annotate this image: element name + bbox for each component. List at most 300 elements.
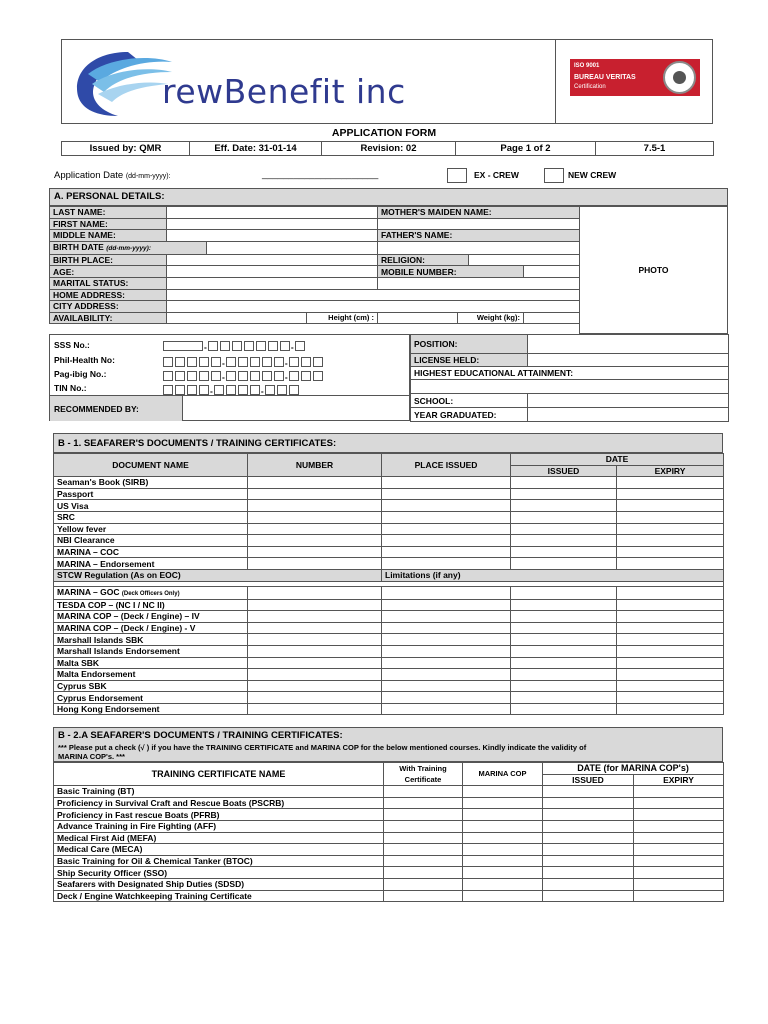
document-row	[54, 488, 724, 500]
row-field[interactable]	[382, 558, 511, 570]
religion-field[interactable]	[469, 254, 580, 266]
row-field[interactable]	[382, 477, 511, 489]
document-row	[54, 692, 724, 704]
row-label: Yellow fever	[54, 523, 248, 535]
row-field[interactable]	[634, 797, 724, 809]
row-field[interactable]	[634, 890, 724, 902]
row-field[interactable]	[617, 611, 724, 623]
position-education-table	[410, 334, 729, 422]
document-row	[54, 703, 724, 715]
school-label: SCHOOL:	[411, 394, 528, 408]
training-row	[54, 797, 724, 809]
header-box	[61, 39, 713, 124]
height-field[interactable]	[378, 312, 458, 324]
sss-box[interactable]	[232, 341, 242, 351]
pagibig-box[interactable]	[301, 371, 311, 381]
row-field[interactable]	[511, 558, 617, 570]
philhealth-label: Phil-Health No:	[54, 355, 115, 365]
row-field[interactable]	[617, 645, 724, 657]
row-field[interactable]	[248, 546, 382, 558]
row-field[interactable]	[248, 645, 382, 657]
pagibig-boxes[interactable]: - -	[162, 367, 324, 385]
availability-field[interactable]	[167, 312, 307, 324]
philhealth-box[interactable]	[238, 357, 248, 367]
row-field[interactable]	[248, 703, 382, 715]
row-label: MARINA – COC	[54, 546, 248, 558]
row-field[interactable]	[384, 878, 463, 890]
row-field[interactable]	[248, 657, 382, 669]
row-field[interactable]	[463, 809, 543, 821]
year-grad-label: YEAR GRADUATED:	[411, 408, 528, 422]
row-field[interactable]	[511, 477, 617, 489]
documents-table	[53, 453, 724, 715]
tin-box[interactable]	[250, 385, 260, 395]
philhealth-box[interactable]	[262, 357, 272, 367]
fathers-name-field[interactable]	[378, 241, 580, 254]
pagibig-box[interactable]	[163, 371, 173, 381]
philhealth-box[interactable]	[301, 357, 311, 367]
row-field[interactable]	[463, 820, 543, 832]
middle-name-label: MIDDLE NAME:	[50, 230, 167, 242]
training-row	[54, 844, 724, 856]
row-field[interactable]	[248, 500, 382, 512]
row-field[interactable]	[543, 809, 634, 821]
seal-icon	[663, 61, 696, 94]
sss-box[interactable]	[280, 341, 290, 351]
row-field[interactable]	[382, 634, 511, 646]
marital-status-field[interactable]	[167, 277, 378, 289]
year-grad-field[interactable]	[528, 408, 729, 422]
sss-box[interactable]	[163, 341, 203, 351]
row-field[interactable]	[463, 878, 543, 890]
row-field[interactable]	[543, 786, 634, 798]
row-field[interactable]	[382, 488, 511, 500]
education-label: HIGHEST EDUCATIONAL ATTAINMENT:	[411, 367, 729, 380]
birth-place-field[interactable]	[167, 254, 378, 266]
row-field[interactable]	[617, 511, 724, 523]
eff-date: Eff. Date: 31-01-14	[190, 142, 322, 156]
row-field[interactable]	[543, 867, 634, 879]
row-field[interactable]	[382, 511, 511, 523]
photo-box[interactable]	[579, 206, 728, 334]
tin-box[interactable]	[187, 385, 197, 395]
pagibig-box[interactable]	[274, 371, 284, 381]
pagibig-box[interactable]	[187, 371, 197, 381]
row-field[interactable]	[248, 599, 382, 611]
ex-crew-label: EX - CREW	[474, 170, 519, 180]
document-row	[54, 634, 724, 646]
philhealth-box[interactable]	[175, 357, 185, 367]
row-field[interactable]	[634, 786, 724, 798]
tin-box[interactable]	[214, 385, 224, 395]
recommended-label-cell	[50, 395, 183, 421]
new-crew-label: NEW CREW	[568, 170, 617, 180]
row-field[interactable]	[382, 692, 511, 704]
row-field[interactable]	[543, 797, 634, 809]
row-field[interactable]	[248, 523, 382, 535]
last-name-field[interactable]	[167, 207, 378, 219]
row-field[interactable]	[463, 844, 543, 856]
tin-box[interactable]	[289, 385, 299, 395]
id-numbers-block	[49, 334, 410, 421]
tin-box[interactable]	[238, 385, 248, 395]
philhealth-box[interactable]	[187, 357, 197, 367]
tin-box[interactable]	[199, 385, 209, 395]
row-field[interactable]	[511, 511, 617, 523]
row-field[interactable]	[511, 622, 617, 634]
training-row	[54, 809, 724, 821]
doc-info-table	[61, 141, 714, 156]
position-field[interactable]	[528, 335, 729, 354]
row-field[interactable]	[543, 820, 634, 832]
philhealth-box[interactable]	[163, 357, 173, 367]
height-label: Height (cm) :	[307, 312, 378, 324]
row-field[interactable]	[463, 832, 543, 844]
row-field[interactable]	[511, 634, 617, 646]
row-field[interactable]	[617, 535, 724, 547]
row-field[interactable]	[543, 878, 634, 890]
row-field[interactable]	[248, 535, 382, 547]
pagibig-box[interactable]	[289, 371, 299, 381]
row-field[interactable]	[511, 488, 617, 500]
training-table	[53, 762, 724, 902]
tin-label: TIN No.:	[54, 383, 87, 393]
document-row	[54, 558, 724, 570]
recommended-field[interactable]	[183, 395, 409, 421]
first-name-field[interactable]	[167, 218, 378, 230]
section-b2-title: B - 2.A SEAFARER'S DOCUMENTS / TRAINING CERTIFICATES:	[58, 730, 343, 741]
row-label: Ship Security Officer (SSO)	[54, 867, 384, 879]
row-field[interactable]	[463, 855, 543, 867]
row-field[interactable]	[511, 703, 617, 715]
row-label: Cyprus Endorsement	[54, 692, 248, 704]
application-date-label: Application Date (dd-mm-yyyy):	[54, 170, 171, 181]
form-title: APPLICATION FORM	[331, 127, 437, 139]
weight-label: Weight (kg):	[458, 312, 524, 324]
photo-label: PHOTO	[638, 265, 669, 275]
col-doc-name: DOCUMENT NAME	[54, 454, 248, 477]
row-field[interactable]	[463, 867, 543, 879]
row-field[interactable]	[248, 511, 382, 523]
row-field[interactable]	[248, 669, 382, 681]
pagibig-box[interactable]	[250, 371, 260, 381]
birth-date-field[interactable]	[207, 241, 378, 254]
col-place: PLACE ISSUED	[382, 454, 511, 477]
row-field[interactable]	[382, 703, 511, 715]
row-field[interactable]	[617, 692, 724, 704]
row-field[interactable]	[382, 546, 511, 558]
row-label: Basic Training (BT)	[54, 786, 384, 798]
row-label: US Visa	[54, 500, 248, 512]
tin-box[interactable]	[163, 385, 173, 395]
section-b2-note-2: MARINA COP's. ***	[58, 752, 125, 761]
goc-label: MARINA – GOC (Deck Officers Only)	[54, 586, 248, 599]
goc-issued[interactable]	[511, 586, 617, 599]
row-field[interactable]	[511, 611, 617, 623]
row-label: Medical First Aid (MEFA)	[54, 832, 384, 844]
row-label: Seaman's Book (SIRB)	[54, 477, 248, 489]
philhealth-box[interactable]	[226, 357, 236, 367]
row-field[interactable]	[384, 786, 463, 798]
revision: Revision: 02	[322, 142, 456, 156]
row-label: Deck / Engine Watchkeeping Training Certificate	[54, 890, 384, 902]
philhealth-box[interactable]	[250, 357, 260, 367]
document-row	[54, 657, 724, 669]
row-label: Medical Care (MECA)	[54, 844, 384, 856]
section-a-title: A. PERSONAL DETAILS:	[49, 188, 728, 206]
goc-place[interactable]	[382, 586, 511, 599]
col-marina-cop: MARINA COP	[463, 763, 543, 786]
row-field[interactable]	[511, 657, 617, 669]
recommended-label: RECOMMENDED BY:	[54, 404, 139, 414]
row-field[interactable]	[248, 558, 382, 570]
mobile-field-2[interactable]	[378, 277, 580, 289]
row-field[interactable]	[248, 680, 382, 692]
row-field[interactable]	[382, 657, 511, 669]
row-field[interactable]	[634, 809, 724, 821]
row-field[interactable]	[384, 867, 463, 879]
sss-boxes[interactable]: - -	[162, 337, 306, 355]
goc-number[interactable]	[248, 586, 382, 599]
philhealth-box[interactable]	[211, 357, 221, 367]
row-field[interactable]	[617, 599, 724, 611]
document-row	[54, 546, 724, 558]
age-field[interactable]	[167, 266, 378, 278]
col-with-cert: With Training Certificate	[384, 763, 463, 786]
row-field[interactable]	[382, 645, 511, 657]
row-field[interactable]	[634, 832, 724, 844]
row-field[interactable]	[384, 855, 463, 867]
row-label: Seafarers with Designated Ship Duties (SDSD)	[54, 878, 384, 890]
stcw-label: STCW Regulation (As on EOC)	[54, 569, 382, 581]
row-field[interactable]	[634, 844, 724, 856]
availability-label: AVAILABILITY:	[50, 312, 167, 324]
row-field[interactable]	[511, 645, 617, 657]
row-field[interactable]	[382, 622, 511, 634]
row-label: Cyprus SBK	[54, 680, 248, 692]
sss-box[interactable]	[220, 341, 230, 351]
ex-crew-checkbox[interactable]	[447, 168, 467, 183]
row-field[interactable]	[511, 680, 617, 692]
row-field[interactable]	[248, 622, 382, 634]
goc-expiry[interactable]	[617, 586, 724, 599]
row-label: Malta Endorsement	[54, 669, 248, 681]
row-field[interactable]	[384, 832, 463, 844]
religion-label: RELIGION:	[378, 254, 469, 266]
pagibig-box[interactable]	[211, 371, 221, 381]
philhealth-box[interactable]	[199, 357, 209, 367]
row-field[interactable]	[511, 669, 617, 681]
row-field[interactable]	[463, 797, 543, 809]
row-label: SRC	[54, 511, 248, 523]
personal-details-table	[49, 206, 580, 324]
row-label: Proficiency in Survival Craft and Rescue Boats (PSCRB)	[54, 797, 384, 809]
row-field[interactable]	[511, 692, 617, 704]
row-field[interactable]	[617, 477, 724, 489]
row-label: MARINA COP – (Deck / Engine) - V	[54, 622, 248, 634]
document-row	[54, 500, 724, 512]
sss-label: SSS No.:	[54, 340, 90, 350]
document-row	[54, 669, 724, 681]
cert-label: Certification	[574, 84, 606, 90]
row-label: Malta SBK	[54, 657, 248, 669]
birth-date-label: BIRTH DATE (dd-mm-yyyy):	[50, 241, 207, 254]
row-field[interactable]	[617, 680, 724, 692]
row-field[interactable]	[384, 890, 463, 902]
row-field[interactable]	[617, 703, 724, 715]
row-field[interactable]	[617, 657, 724, 669]
pagibig-box[interactable]	[313, 371, 323, 381]
row-field[interactable]	[543, 855, 634, 867]
middle-name-field[interactable]	[167, 230, 378, 242]
document-row	[54, 477, 724, 489]
row-field[interactable]	[248, 611, 382, 623]
document-row	[54, 511, 724, 523]
philhealth-box[interactable]	[289, 357, 299, 367]
sss-box[interactable]	[256, 341, 266, 351]
row-field[interactable]	[543, 844, 634, 856]
row-field[interactable]	[463, 786, 543, 798]
row-field[interactable]	[384, 797, 463, 809]
row-field[interactable]	[617, 622, 724, 634]
row-label: TESDA COP – (NC I / NC II)	[54, 599, 248, 611]
row-label: Proficiency in Fast rescue Boats (PFRB)	[54, 809, 384, 821]
section-b2-title-block	[53, 727, 723, 762]
row-field[interactable]	[634, 855, 724, 867]
row-field[interactable]	[384, 809, 463, 821]
row-field[interactable]	[634, 867, 724, 879]
training-row	[54, 867, 724, 879]
home-address-field[interactable]	[167, 289, 580, 301]
row-field[interactable]	[511, 546, 617, 558]
age-label: AGE:	[50, 266, 167, 278]
pagibig-label: Pag-ibig No.:	[54, 369, 107, 379]
home-address-label: HOME ADDRESS:	[50, 289, 167, 301]
mothers-maiden-label: MOTHER'S MAIDEN NAME:	[378, 207, 580, 219]
bureau-veritas-badge	[570, 59, 700, 96]
training-row	[54, 820, 724, 832]
pagibig-box[interactable]	[175, 371, 185, 381]
license-field[interactable]	[528, 354, 729, 367]
col-issued-cop: ISSUED	[543, 774, 634, 786]
row-field[interactable]	[248, 692, 382, 704]
birth-place-label: BIRTH PLACE:	[50, 254, 167, 266]
row-field[interactable]	[382, 500, 511, 512]
row-field[interactable]	[617, 500, 724, 512]
mobile-field[interactable]	[524, 266, 580, 278]
col-expiry-cop: EXPIRY	[634, 774, 724, 786]
row-field[interactable]	[617, 546, 724, 558]
document-row	[54, 611, 724, 623]
tin-box[interactable]	[175, 385, 185, 395]
row-label: Basic Training for Oil & Chemical Tanker (BTOC)	[54, 855, 384, 867]
pagibig-box[interactable]	[199, 371, 209, 381]
pagibig-box[interactable]	[238, 371, 248, 381]
philhealth-box[interactable]	[313, 357, 323, 367]
tin-boxes[interactable]: - -	[162, 381, 300, 399]
row-field[interactable]	[617, 523, 724, 535]
fathers-name-label: FATHER'S NAME:	[378, 230, 580, 242]
row-field[interactable]	[382, 680, 511, 692]
sss-box[interactable]	[268, 341, 278, 351]
col-date: DATE	[511, 454, 724, 466]
col-issued: ISSUED	[511, 465, 617, 477]
row-field[interactable]	[248, 634, 382, 646]
sss-box[interactable]	[244, 341, 254, 351]
training-row	[54, 890, 724, 902]
row-field[interactable]	[511, 500, 617, 512]
row-field[interactable]	[463, 890, 543, 902]
sss-box[interactable]	[295, 341, 305, 351]
row-field[interactable]	[617, 488, 724, 500]
license-label: LICENSE HELD:	[411, 354, 528, 367]
col-expiry: EXPIRY	[617, 465, 724, 477]
weight-field[interactable]	[524, 312, 580, 324]
training-row	[54, 786, 724, 798]
row-label: MARINA – Endorsement	[54, 558, 248, 570]
philhealth-boxes[interactable]: - -	[162, 353, 324, 371]
training-row	[54, 855, 724, 867]
section-b1-title: B - 1. SEAFARER'S DOCUMENTS / TRAINING CERTIFICATES:	[53, 433, 723, 453]
row-field[interactable]	[382, 669, 511, 681]
row-field[interactable]	[617, 634, 724, 646]
mothers-maiden-field[interactable]	[378, 218, 580, 230]
cert-org: BUREAU VERITAS	[574, 74, 636, 81]
col-number: NUMBER	[248, 454, 382, 477]
philhealth-box[interactable]	[274, 357, 284, 367]
row-field[interactable]	[511, 535, 617, 547]
row-field[interactable]	[382, 523, 511, 535]
row-field[interactable]	[634, 878, 724, 890]
row-field[interactable]	[511, 523, 617, 535]
sss-box[interactable]	[208, 341, 218, 351]
tin-box[interactable]	[277, 385, 287, 395]
row-field[interactable]	[617, 669, 724, 681]
tin-box[interactable]	[226, 385, 236, 395]
row-field[interactable]	[248, 477, 382, 489]
document-row	[54, 680, 724, 692]
school-field[interactable]	[528, 394, 729, 408]
row-field[interactable]	[617, 558, 724, 570]
tin-box[interactable]	[265, 385, 275, 395]
row-field[interactable]	[634, 820, 724, 832]
row-field[interactable]	[384, 844, 463, 856]
row-field[interactable]	[382, 611, 511, 623]
row-label: MARINA COP – (Deck / Engine) – IV	[54, 611, 248, 623]
row-field[interactable]	[543, 890, 634, 902]
row-label: Advance Training in Fire Fighting (AFF)	[54, 820, 384, 832]
row-field[interactable]	[382, 599, 511, 611]
pagibig-box[interactable]	[262, 371, 272, 381]
row-field[interactable]	[384, 820, 463, 832]
row-field[interactable]	[543, 832, 634, 844]
application-date-field[interactable]: ______________________	[262, 169, 379, 180]
company-logo	[62, 40, 556, 123]
col-training-name: TRAINING CERTIFICATE NAME	[54, 763, 384, 786]
education-field[interactable]	[411, 380, 729, 394]
city-address-field[interactable]	[167, 301, 580, 313]
iso-label: ISO 9001	[574, 63, 600, 69]
row-field[interactable]	[511, 599, 617, 611]
city-address-label: CITY ADDRESS:	[50, 301, 167, 313]
document-row	[54, 599, 724, 611]
row-field[interactable]	[248, 488, 382, 500]
pagibig-box[interactable]	[226, 371, 236, 381]
new-crew-checkbox[interactable]	[544, 168, 564, 183]
row-field[interactable]	[382, 535, 511, 547]
row-label: Marshall Islands Endorsement	[54, 645, 248, 657]
company-name: rewBenefit inc	[162, 72, 406, 111]
